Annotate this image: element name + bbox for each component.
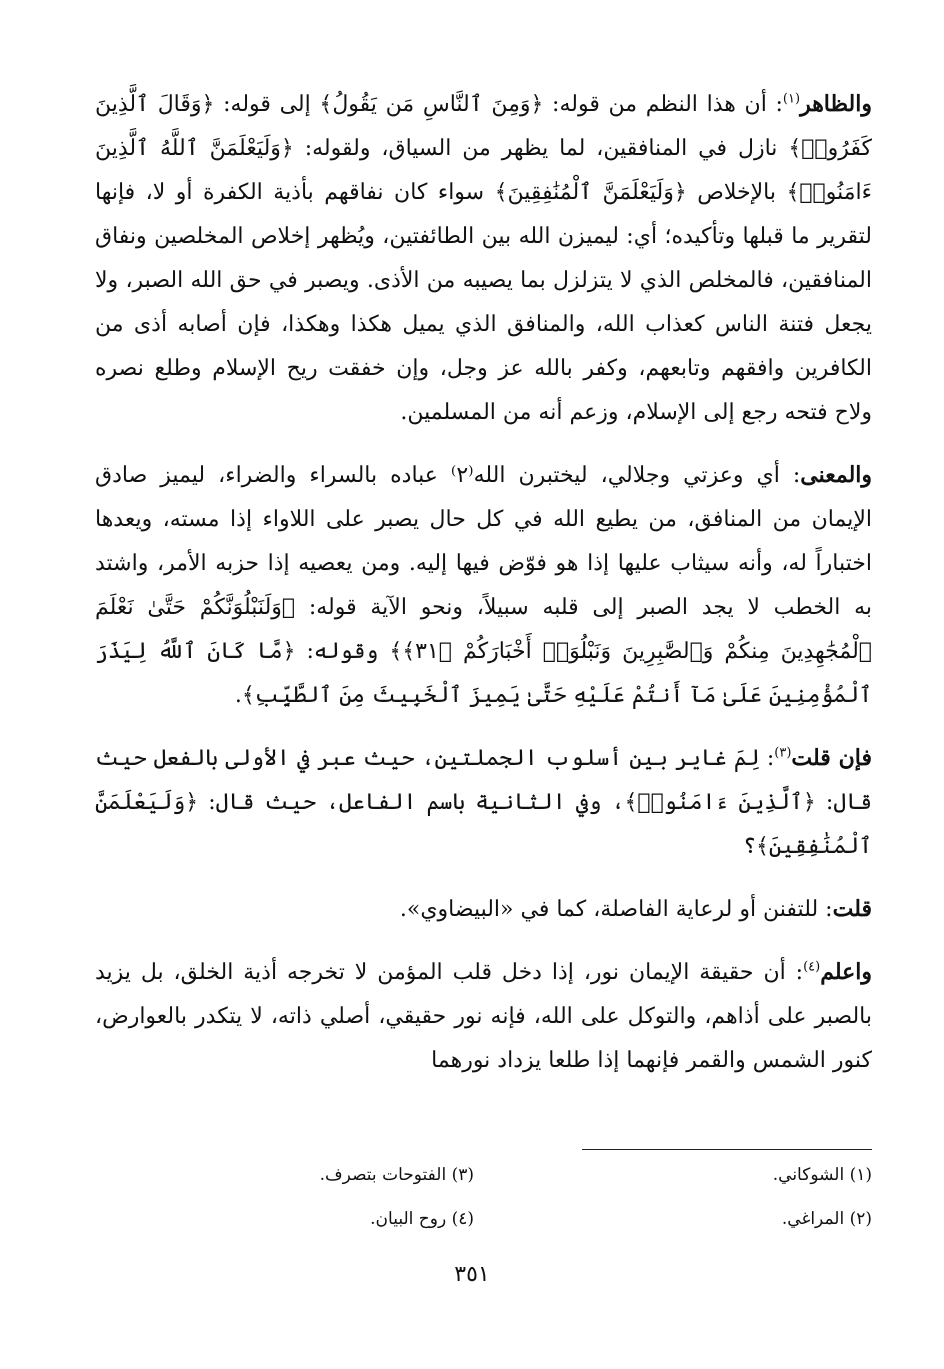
- paragraph-question: [95, 736, 872, 869]
- footnote-1: (١) الشوكاني.: [772, 1165, 872, 1185]
- paragraph-know: [95, 950, 872, 1083]
- paragraph-text: : أي وعزتي وجلالي، ليختبرن الله⁽٢⁾ عباده بالسراء والضراء، ليميز صادق الإيمان من المنافق، من يطيع الله في كل حال يصبر على اللاواء إذا مسته، ويعدها اختباراً له، وأنه سيثاب عليها إذا هو فوّض فيها إليه. ومن يعصيه إذا حزبه الأمر، واشتد به الخطب لا يجد الصبر إلى قلبه سبيلاً، ونحو الآية قوله: ﴿وَلَنَبْلُوَنَّكُمْ حَتَّىٰ نَعْلَمَ ٱلْمُجَٰهِدِينَ مِنكُمْ وَٱلصَّٰبِرِينَ وَنَبْلُوَا۟ أَخْبَارَكُمْ ﴿٣١﴾﴾ وقوله: ﴿مَّا كَانَ ٱللَّهُ لِيَذَرَ ٱلْمُؤْمِنِينَ عَلَىٰ مَآ أَنتُمْ عَلَيْهِ حَتَّىٰ يَمِيزَ ٱلْخَبِيثَ مِنَ ٱلطَّيِّبِ﴾.: [95, 463, 872, 708]
- paragraph-lead: فإن قلت: [791, 745, 873, 771]
- paragraph-answer: [95, 887, 872, 932]
- paragraph-maana: [95, 453, 872, 718]
- paragraph-lead: والظاهر: [800, 91, 872, 117]
- paragraph-zahir: [95, 82, 872, 435]
- paragraph-lead: واعلم: [820, 959, 872, 985]
- footnote-ref: (١): [782, 91, 801, 107]
- paragraph-text: : أن هذا النظم من قوله: ﴿وَمِنَ ٱلنَّاسِ مَن يَقُولُ﴾ إلى قوله: ﴿وَقَالَ ٱلَّذِينَ كَفَرُوا۟﴾ نازل في المنافقين، لما يظهر من السياق، ولقوله: ﴿وَلَيَعْلَمَنَّ ٱللَّهُ ٱلَّذِينَ ءَامَنُوا۟﴾ بالإخلاص ﴿وَلَيَعْلَمَنَّ ٱلْمُنَٰفِقِينَ﴾ سواء كان نفاقهم بأذية الكفرة أو لا، فإنها لتقرير ما قبلها وتأكيده؛ أي: ليميزن الله بين الطائفتين، ويُظهر إخلاص المخلصين ونفاق المنافقين، فالمخلص الذي لا يتزلزل بما يصيبه من الأذى. ويصبر في حق الله الصبر، ولا يجعل فتنة الناس كعذاب الله، والمنافق الذي يميل هكذا وهكذا، فإن أصابه أذى من الكافرين وافقهم وتابعهم، وكفر بالله عز وجل، وإن خفقت ريح الإسلام وطلع نصره ولاح فتحه رجع إلى الإسلام، وزعم أنه من المسلمين.: [95, 92, 872, 425]
- page-number: ٣٥١: [454, 1262, 490, 1287]
- paragraph-text: : أن حقيقة الإيمان نور، إذا دخل قلب المؤمن لا تخرجه أذية الخلق، بل يزيد بالصبر على أذاهم، والتوكل على الله، فإنه نور حقيقي، أصلي ذاته، لا يتكدر بالعوارض، كنور الشمس والقمر فإنهما إذا طلعا يزداد نورهما: [95, 960, 872, 1073]
- paragraph-text: : للتفنن أو لرعاية الفاصلة، كما في «البيضاوي».: [399, 897, 833, 922]
- footnote-ref: (٣): [774, 745, 792, 761]
- paragraph-text: : لِمَ غاير بين أسلوب الجملتين، حيث عبر في الأولى بالفعل حيث قال: ﴿ٱلَّذِينَ ءَامَنُوا۟﴾، وفي الثانية باسم الفاعل، حيث قال: ﴿وَلَيَعْلَمَنَّ ٱلْمُنَٰفِقِينَ﴾؟: [95, 746, 872, 859]
- page-body: [95, 82, 872, 1101]
- paragraph-lead: قلت: [832, 896, 872, 922]
- footnote-4: (٤) روح البيان.: [370, 1209, 474, 1229]
- footnote-2: (٢) المراغي.: [781, 1209, 872, 1229]
- footnote-ref: (٤): [803, 959, 821, 975]
- paragraph-lead: والمعنى: [800, 462, 873, 488]
- footnote-3: (٣) الفتوحات بتصرف.: [319, 1165, 474, 1185]
- footnote-separator: [582, 1149, 872, 1150]
